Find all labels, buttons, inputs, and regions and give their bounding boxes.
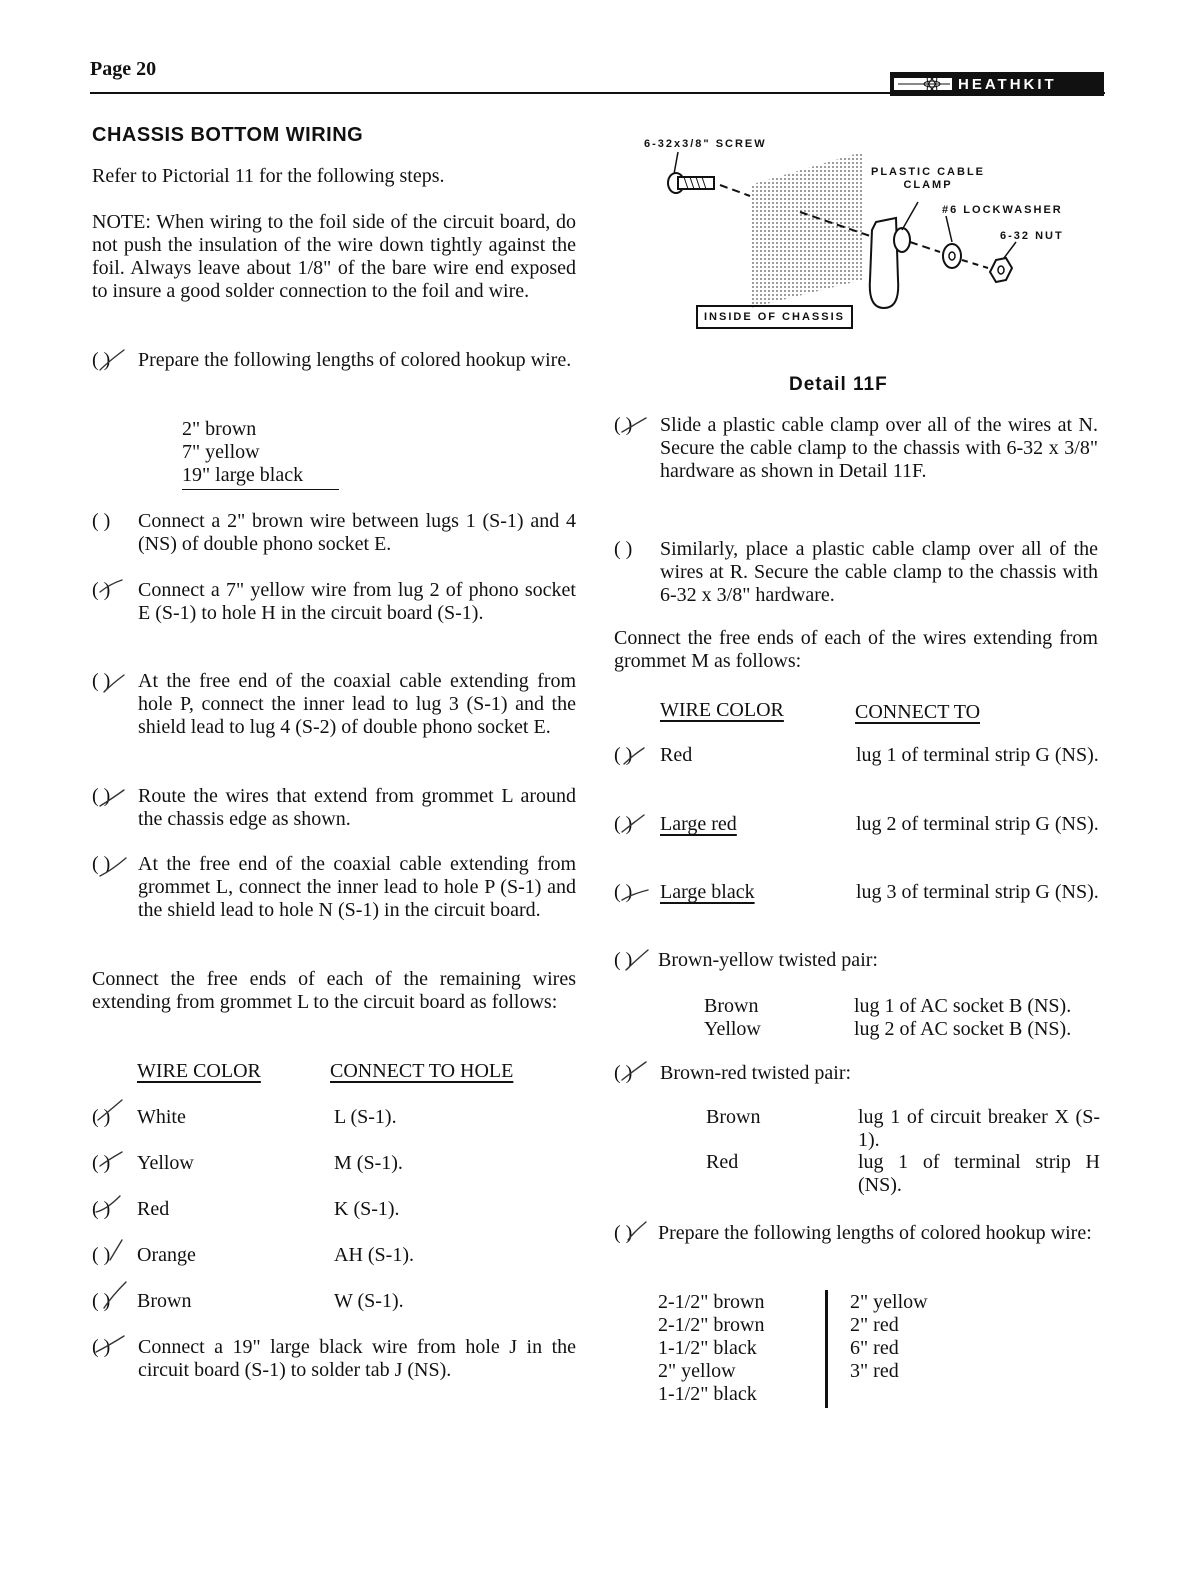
hole: K (S-1). — [334, 1198, 400, 1220]
wire-list-right-a — [658, 1291, 764, 1406]
checkbox[interactable]: ( ) — [92, 853, 111, 875]
hole: M (S-1). — [334, 1152, 403, 1174]
wire-color: Yellow — [704, 1018, 761, 1040]
note-text: NOTE: When wiring to the foil side of the circuit board, do not push the insulation of the wire down tightly against the foil. Always leave about 1/8" of the bare wire end exposed to insure a good solder connection to the foil and wire. — [92, 211, 576, 302]
step-slide-clamp — [614, 414, 1098, 483]
table-header-color — [137, 1060, 261, 1083]
wire-color: Brown — [137, 1290, 192, 1312]
step-route-wires — [92, 785, 576, 831]
connect-to: lug 2 of AC socket B (NS). — [854, 1018, 1072, 1040]
checkbox[interactable]: ( ) — [614, 414, 633, 436]
page-label: Page 20 — [90, 58, 157, 80]
intro-text: Refer to Pictorial 11 for the following steps. — [92, 165, 445, 187]
list-divider — [825, 1290, 828, 1408]
list-item: 19" large black — [182, 464, 304, 486]
wire-color: Red — [706, 1151, 739, 1173]
list-item: 1-1/2" black — [658, 1337, 757, 1359]
checkbox[interactable]: ( ) — [92, 1290, 111, 1312]
header-label: WIRE COLOR — [660, 699, 784, 721]
table-row — [92, 1198, 576, 1221]
step-text: Slide a plastic cable clamp over all of the wires at N. Secure the cable clamp to the chassis with 6-32 x 3/8" hardware as shown in Detail 11F. — [660, 414, 1098, 482]
step-yellow-wire — [92, 579, 576, 625]
connect-to: lug 1 of AC socket B (NS). — [854, 995, 1072, 1017]
header-label: WIRE COLOR — [137, 1060, 261, 1082]
wire-color: Orange — [137, 1244, 196, 1266]
screw-icon — [668, 152, 750, 196]
list-rule — [182, 489, 339, 490]
connect-to: lug 1 of terminal strip G (NS). — [856, 744, 1099, 766]
checkbox[interactable]: ( ) — [614, 881, 633, 903]
wire-color-text: Large red — [660, 813, 737, 835]
pair-row — [706, 1151, 1100, 1196]
connect-to: lug 3 of terminal strip G (NS). — [856, 881, 1099, 903]
label-lockwasher: #6 LOCKWASHER — [942, 204, 1063, 216]
list-item: 2" yellow — [850, 1291, 928, 1313]
checkbox[interactable]: ( ) — [92, 510, 111, 532]
wire-color: Red — [660, 744, 693, 766]
step-prepare-right — [614, 1222, 1098, 1245]
heathkit-logo — [890, 72, 1104, 96]
wire-color: Brown — [706, 1106, 761, 1128]
list-item: 7" yellow — [182, 441, 260, 463]
pair-brown-red — [614, 1062, 1098, 1085]
pair-row — [704, 1018, 1104, 1041]
list-item: 2-1/2" brown — [658, 1314, 765, 1336]
cable-clamp-icon — [870, 202, 918, 308]
step-text: Route the wires that extend from grommet L around the chassis edge as shown. — [138, 785, 576, 830]
step-brown-wire — [92, 510, 576, 556]
step-coax-hole-p — [92, 670, 576, 739]
table-row — [92, 1290, 576, 1313]
checkbox[interactable]: ( ) — [92, 349, 111, 371]
pair-title: Brown-red twisted pair: — [660, 1062, 852, 1084]
step-text: Prepare the following lengths of colored hookup wire: — [658, 1222, 1092, 1244]
wire-color: White — [137, 1106, 186, 1128]
step-black-wire — [92, 1336, 576, 1382]
connect-to: lug 1 of circuit breaker X (S-1). — [858, 1106, 1100, 1151]
table-header-connect-right — [855, 701, 980, 724]
checkbox[interactable]: ( ) — [614, 538, 633, 560]
wire-color-text: Large black — [660, 881, 755, 903]
step-text: At the free end of the coaxial cable extending from hole P, connect the inner lead to lug 3 (S-1) and the shield lead to lug 4 (S-2) of double phono socket E. — [138, 670, 576, 738]
table-header-color-right — [660, 699, 784, 722]
wire-color — [660, 813, 737, 836]
list-item: 3" red — [850, 1360, 899, 1382]
connect-intro-right: Connect the free ends of each of the wires extending from grommet M as follows: — [614, 627, 1098, 672]
list-item: 6" red — [850, 1337, 899, 1359]
wire-list — [182, 418, 303, 487]
wire-color: Brown — [704, 995, 759, 1017]
label-inside-chassis: INSIDE OF CHASSIS — [696, 305, 853, 329]
list-item: 2" brown — [182, 418, 257, 440]
step-coax-grommet-l — [92, 853, 576, 922]
list-item: 2" yellow — [658, 1360, 736, 1382]
table-row — [614, 744, 1098, 767]
connect-intro-left: Connect the free ends of each of the remaining wires extending from grommet L to the circuit board as follows: — [92, 968, 576, 1013]
pair-title: Brown-yellow twisted pair: — [658, 949, 878, 971]
clamp-text: PLASTIC CABLE CLAMP — [871, 166, 985, 191]
wire-color — [660, 881, 755, 904]
list-item: 1-1/2" black — [658, 1383, 757, 1405]
checkbox[interactable]: ( ) — [92, 579, 111, 601]
step-text: Similarly, place a plastic cable clamp over all of the wires at R. Secure the cable clamp to the chassis with 6-32 x 3/8" hardware. — [660, 538, 1098, 606]
label-nut: 6-32 NUT — [1000, 230, 1064, 242]
connect-to: lug 2 of terminal strip G (NS). — [856, 813, 1099, 835]
table-row — [92, 1106, 576, 1129]
pair-row — [704, 995, 1104, 1018]
pair-row — [706, 1106, 1100, 1151]
list-item: 2" red — [850, 1314, 899, 1336]
atom-icon — [894, 74, 954, 94]
connect-to: lug 1 of terminal strip H (NS). — [858, 1151, 1100, 1196]
step-text: Connect a 2" brown wire between lugs 1 (S-1) and 4 (NS) of double phono socket E. — [138, 510, 576, 555]
step-text: At the free end of the coaxial cable extending from grommet L, connect the inner lead to hole P (S-1) and the shield lead to hole N (S-1) in the circuit board. — [138, 853, 576, 921]
brand-name: HEATHKIT — [958, 76, 1057, 93]
hole: AH (S-1). — [334, 1244, 414, 1266]
checkbox[interactable]: ( ) — [92, 1106, 111, 1128]
lockwasher-icon — [943, 216, 961, 268]
wire-color: Yellow — [137, 1152, 194, 1174]
table-header-hole — [330, 1060, 513, 1083]
hole: W (S-1). — [334, 1290, 404, 1312]
step-text: Connect a 19" large black wire from hole J in the circuit board (S-1) to solder tab J (NS). — [138, 1336, 576, 1381]
step-prepare-left — [92, 349, 576, 372]
step-text: Prepare the following lengths of colored hookup wire. — [138, 349, 572, 371]
checkbox[interactable]: ( ) — [92, 785, 111, 807]
list-item: 2-1/2" brown — [658, 1291, 765, 1313]
label-screw: 6-32x3/8" SCREW — [644, 138, 767, 150]
table-row — [614, 881, 1098, 904]
label-clamp — [868, 166, 988, 192]
checkbox[interactable]: ( ) — [614, 1222, 633, 1244]
step-text: Connect a 7" yellow wire from lug 2 of phono socket E (S-1) to hole H in the circuit board (S-1). — [138, 579, 576, 624]
header-label: CONNECT TO — [855, 701, 981, 723]
checkbox[interactable]: ( ) — [92, 1198, 111, 1220]
checkbox[interactable]: ( ) — [92, 1244, 111, 1266]
step-similarly-clamp — [614, 538, 1098, 607]
detail-11f-diagram — [640, 130, 1100, 340]
pair-brown-yellow — [614, 949, 1098, 972]
section-title: CHASSIS BOTTOM WIRING — [92, 124, 364, 146]
wire-list-right-b — [850, 1291, 928, 1383]
table-row — [92, 1152, 576, 1175]
wire-color: Red — [137, 1198, 170, 1220]
checkbox[interactable]: ( ) — [614, 813, 633, 835]
checkbox[interactable]: ( ) — [92, 1336, 111, 1358]
hole: L (S-1). — [334, 1106, 397, 1128]
header-label: CONNECT TO HOLE — [330, 1060, 514, 1082]
checkbox[interactable]: ( ) — [92, 1152, 111, 1174]
table-row — [614, 813, 1098, 836]
checkbox[interactable]: ( ) — [614, 1062, 633, 1084]
checkbox[interactable]: ( ) — [92, 670, 111, 692]
checkbox[interactable]: ( ) — [614, 949, 633, 971]
nut-icon — [990, 242, 1016, 282]
table-row — [92, 1244, 576, 1267]
detail-caption: Detail 11F — [789, 374, 888, 395]
checkbox[interactable]: ( ) — [614, 744, 633, 766]
